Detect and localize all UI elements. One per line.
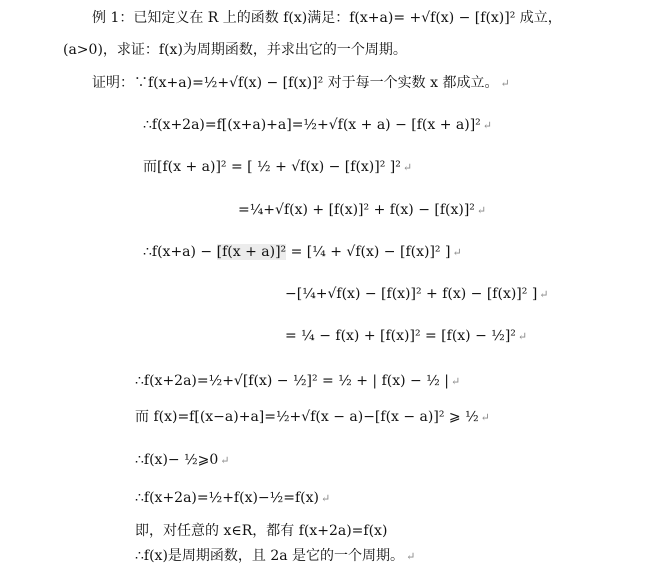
example-rest: +√f(x) − [f(x)]² 成立，	[409, 10, 562, 26]
proof-step-9: ∴f(x)− ½⩾0 ↵	[135, 452, 230, 468]
highlighted-term: [f(x + a)]²	[216, 244, 287, 260]
proof-step-7: ∴f(x+2a)=½+√[f(x) − ½]² = ½ + | f(x) − ½ | ↵	[135, 373, 461, 389]
example-condition: (a>0)，求证：f(x)为周期函数，并求出它的一个周期。	[63, 42, 407, 58]
proof-step-6: = ¼ − f(x) + [f(x)]² = [f(x) − ½]² ↵	[285, 328, 528, 344]
proof-step-8: 而 f(x)=f[(x−a)+a]=½+√f(x − a)−[f(x − a)]² ⩾ ½ ↵	[135, 409, 490, 425]
proof-step-4: ∴f(x+a) − [f(x + a)]² = [¼ + √f(x) − [f(x)]² ] ↵	[143, 244, 462, 260]
proof-step-10: ∴f(x+2a)=½+f(x)−½=f(x) ↵	[135, 490, 331, 506]
proof-conclusion: ∴f(x)是周期函数，且 2a 是它的一个周期。 ↵	[135, 548, 416, 564]
proof-step-3: =¼+√f(x) + [f(x)]² + f(x) − [f(x)]² ↵	[238, 202, 487, 218]
proof-step-5: −[¼+√f(x) − [f(x)]² + f(x) − [f(x)]² ] ↵	[285, 286, 549, 302]
proof-step-2: 而[f(x + a)]² = [ ½ + √f(x) − [f(x)]² ]² ↵	[143, 159, 413, 175]
example-statement	[92, 8, 562, 28]
example-title: 例 1：已知定义在 R 上的函数 f(x)满足：f(x+a)=	[92, 10, 406, 26]
paragraph-mark: ↵	[500, 77, 510, 90]
proof-step-1: ∴f(x+2a)=f[(x+a)+a]=½+√f(x + a) − [f(x + a)]² ↵	[143, 117, 492, 133]
proof-start: 证明：∵f(x+a)=½+√f(x) − [f(x)]² 对于每一个实数 x 都成立。 ↵	[92, 75, 510, 91]
proof-step-11: 即，对任意的 x∈R，都有 f(x+2a)=f(x)	[135, 523, 388, 539]
